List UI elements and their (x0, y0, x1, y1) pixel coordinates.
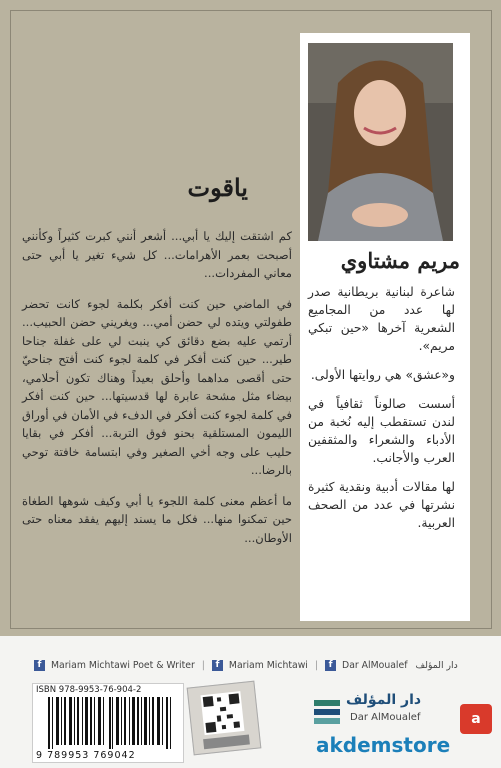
publisher-name-en: Dar AlMoualef (350, 712, 421, 723)
bio-paragraph: أسست صالوناً ثقافياً في لندن تستقطب إليه نُخبة من الأدباء والشعراء والمثقفين العرب والأجانب. (308, 397, 455, 465)
facebook-icon: f (325, 660, 336, 671)
poem-paragraph: كم اشتقت إليك يا أبي... أشعر أنني كبرت كثيراً وكأنني أصبحت بعمر الأهرامات... كل شيء تغير يا أبي حتى معاني المفردات... (22, 229, 292, 280)
qr-code-icon (187, 681, 262, 756)
bio-paragraph: و«عشق» هي روايتها الأولى. (310, 368, 455, 382)
isbn-label: ISBN 978-9953-76-904-2 (36, 685, 142, 695)
author-photo (308, 43, 453, 241)
barcode-digits: 9 789953 769042 (36, 750, 136, 761)
store-watermark: akdemstore (316, 733, 451, 757)
barcode-icon (48, 697, 174, 749)
poem-paragraph: ما أعظم معنى كلمة اللجوء يا أبي وكيف شوهها الطغاة حين تمكنوا منها... فكل ما يسند إليهم يفقد معناه حتى الأوطان... (22, 493, 292, 545)
author-name: مريم مشتاوي (340, 248, 460, 273)
book-title: ياقوت (187, 173, 248, 202)
facebook-icon: f (34, 660, 45, 671)
social-link-author[interactable]: Mariam Michtawi (228, 659, 308, 671)
social-links (34, 655, 474, 675)
author-bio (308, 283, 455, 543)
social-link-publisher-ar: دار المؤلف (415, 659, 458, 671)
facebook-icon: f (212, 660, 223, 671)
store-badge-icon: a (460, 704, 492, 734)
publisher-name-ar: دار المؤلف (346, 692, 422, 708)
poem-excerpt (22, 227, 292, 559)
bio-paragraph: لها مقالات أدبية ونقدية كثيرة نشرتها في عدد من الصحف العربية. (308, 480, 455, 530)
separator: | (314, 659, 319, 671)
poem-paragraph: في الماضي حين كنت أفكر بكلمة لجوء كانت تحضر طفولتي ويتده لي حضن أمي... ويغريني حضن الحبيب... أرتمي عليه بضع دقائق كي ينبت لي على غفلة جناحا طير... حين كنت أفكر في كلمة لجوء كنت أفتح جناحيّ حتى أقصى مداهما وأحلق بعيداً وهناك تكون أحلامي، بيضاء مثل مشحة عابرة لها قدسيتها... حين كنت أفكر في كلمة لجوء كنت أفكر في الدفء في الأمان في أوراق الليمون المستلقية بحنو فوق التربة... أفكر في بقايا حليب على وجه أخي الصغير وفي ابتسامة خافتة توحي بالرضا... (22, 296, 292, 477)
social-link-publisher[interactable]: Dar AlMoualef (342, 659, 408, 671)
separator: | (201, 659, 205, 671)
bio-paragraph: شاعرة لبنانية بريطانية صدر لها عدد من المجاميع الشعرية آخرها «حين تبكي مريم». (308, 285, 455, 353)
social-link-poet[interactable]: Mariam Michtawi Poet & Writer (51, 659, 195, 671)
